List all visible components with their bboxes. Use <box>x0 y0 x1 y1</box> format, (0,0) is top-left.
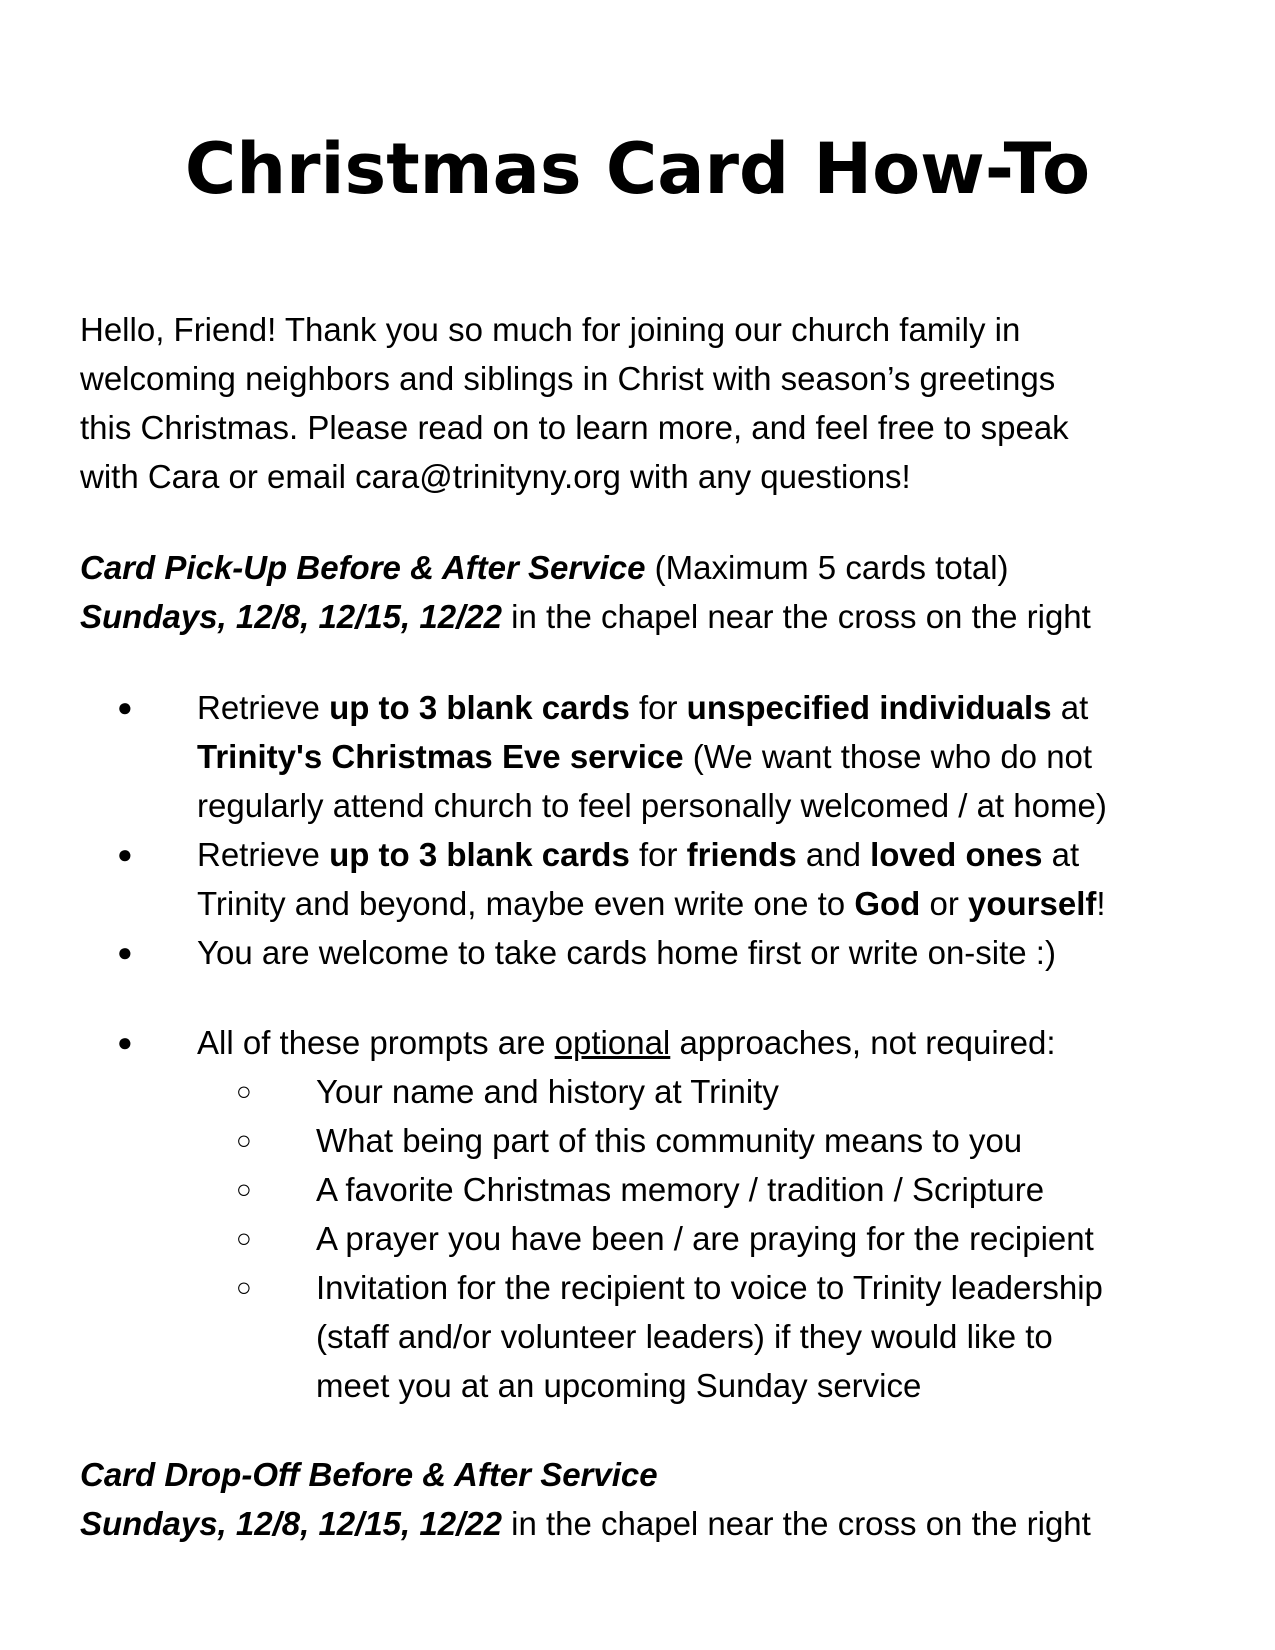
bullet-dot-icon: ● <box>117 839 133 869</box>
dropoff-heading: Card Drop-Off Before & After Service <box>80 1456 658 1493</box>
dropoff-dates: Sundays, 12/8, 12/15, 12/22 <box>80 1505 502 1542</box>
pickup-section <box>80 543 1210 641</box>
text-run-bold: up to 3 blank cards <box>329 689 630 726</box>
pickup-dates-line <box>80 592 1210 641</box>
text-run: Retrieve <box>197 689 330 726</box>
bullet-item <box>0 1018 1275 1410</box>
text-run: for <box>629 836 687 873</box>
sub-bullet-text: What being part of this community means to you <box>316 1122 1023 1159</box>
bullet-line <box>197 683 1275 732</box>
intro-line: this Christmas. Please read on to learn more, and feel free to speak <box>80 409 1069 446</box>
pickup-heading: Card Pick-Up Before & After Service <box>80 549 646 586</box>
prompts-bullet-list <box>0 1018 1275 1410</box>
sub-bullet-item <box>0 1214 1275 1263</box>
hollow-circle-icon: ○ <box>236 1076 252 1106</box>
text-run-bold: loved ones <box>870 836 1043 873</box>
hollow-circle-icon: ○ <box>236 1125 252 1155</box>
hollow-circle-icon: ○ <box>236 1223 252 1253</box>
intro-line: with Cara or email cara@trinityny.org with any questions! <box>80 458 911 495</box>
dropoff-dates-line <box>80 1499 1210 1548</box>
dropoff-section <box>80 1450 1210 1548</box>
pickup-location: in the chapel near the cross on the right <box>501 598 1091 635</box>
text-run-bold: up to 3 blank cards <box>329 836 630 873</box>
sub-bullet-text: A prayer you have been / are praying for the recipient <box>316 1220 1094 1257</box>
bullet-dot-icon: ● <box>117 1027 133 1057</box>
hollow-circle-icon: ○ <box>236 1272 252 1302</box>
dropoff-location: in the chapel near the cross on the right <box>501 1505 1091 1542</box>
text-run: at <box>1042 836 1080 873</box>
page-title: Christmas Card How-To <box>184 128 1091 210</box>
sub-bullet-text: A favorite Christmas memory / tradition / Scripture <box>316 1171 1045 1208</box>
text-run: approaches, not required: <box>670 1024 1056 1061</box>
text-run: (We want those who do not <box>683 738 1093 775</box>
sub-bullet-item <box>0 1067 1275 1116</box>
text-run: or <box>920 885 968 922</box>
bullet-item <box>0 683 1275 830</box>
text-run-bold: God <box>854 885 921 922</box>
text-run: at <box>1051 689 1089 726</box>
text-run-bold: friends <box>686 836 797 873</box>
intro-line: Hello, Friend! Thank you so much for joining our church family in <box>80 311 1021 348</box>
prompt-sublist <box>197 1067 1275 1410</box>
bullet-line <box>197 1018 1275 1067</box>
bullet-line <box>197 830 1275 879</box>
bullet-line <box>197 732 1275 781</box>
pickup-dates: Sundays, 12/8, 12/15, 12/22 <box>80 598 502 635</box>
text-run: Trinity and beyond, maybe even write one to <box>197 885 855 922</box>
sub-bullet-text: Your name and history at Trinity <box>316 1073 779 1110</box>
text-run-bold: unspecified individuals <box>686 689 1052 726</box>
intro-line: welcoming neighbors and siblings in Christ with season’s greetings <box>80 360 1056 397</box>
text-run: All of these prompts are <box>197 1024 555 1061</box>
pickup-bullet-list <box>0 683 1275 977</box>
bullet-line: You are welcome to take cards home first or write on-site :) <box>197 934 1056 971</box>
intro-paragraph <box>80 305 1210 501</box>
sub-bullet-text: meet you at an upcoming Sunday service <box>316 1367 922 1404</box>
text-run-bold: yourself <box>967 885 1097 922</box>
sub-bullet-text: (staff and/or volunteer leaders) if they would like to <box>316 1318 1053 1355</box>
text-run: ! <box>1096 885 1106 922</box>
sub-bullet-item <box>0 1165 1275 1214</box>
text-run-underline: optional <box>554 1024 671 1061</box>
bullet-item <box>0 928 1275 977</box>
pickup-heading-line <box>80 543 1210 592</box>
text-run: for <box>629 689 687 726</box>
bullet-line: regularly attend church to feel personally welcomed / at home) <box>197 787 1107 824</box>
sub-bullet-item <box>0 1116 1275 1165</box>
bullet-dot-icon: ● <box>117 692 133 722</box>
text-run-bold: Trinity's Christmas Eve service <box>197 738 684 775</box>
bullet-line <box>197 879 1275 928</box>
dropoff-heading-line <box>80 1450 1210 1499</box>
text-run: and <box>796 836 871 873</box>
sub-bullet-item <box>0 1263 1275 1410</box>
hollow-circle-icon: ○ <box>236 1174 252 1204</box>
bullet-dot-icon: ● <box>117 937 133 967</box>
text-run: Retrieve <box>197 836 330 873</box>
sub-bullet-text: Invitation for the recipient to voice to Trinity leadership <box>316 1269 1103 1306</box>
pickup-heading-note: (Maximum 5 cards total) <box>645 549 1009 586</box>
bullet-item <box>0 830 1275 928</box>
